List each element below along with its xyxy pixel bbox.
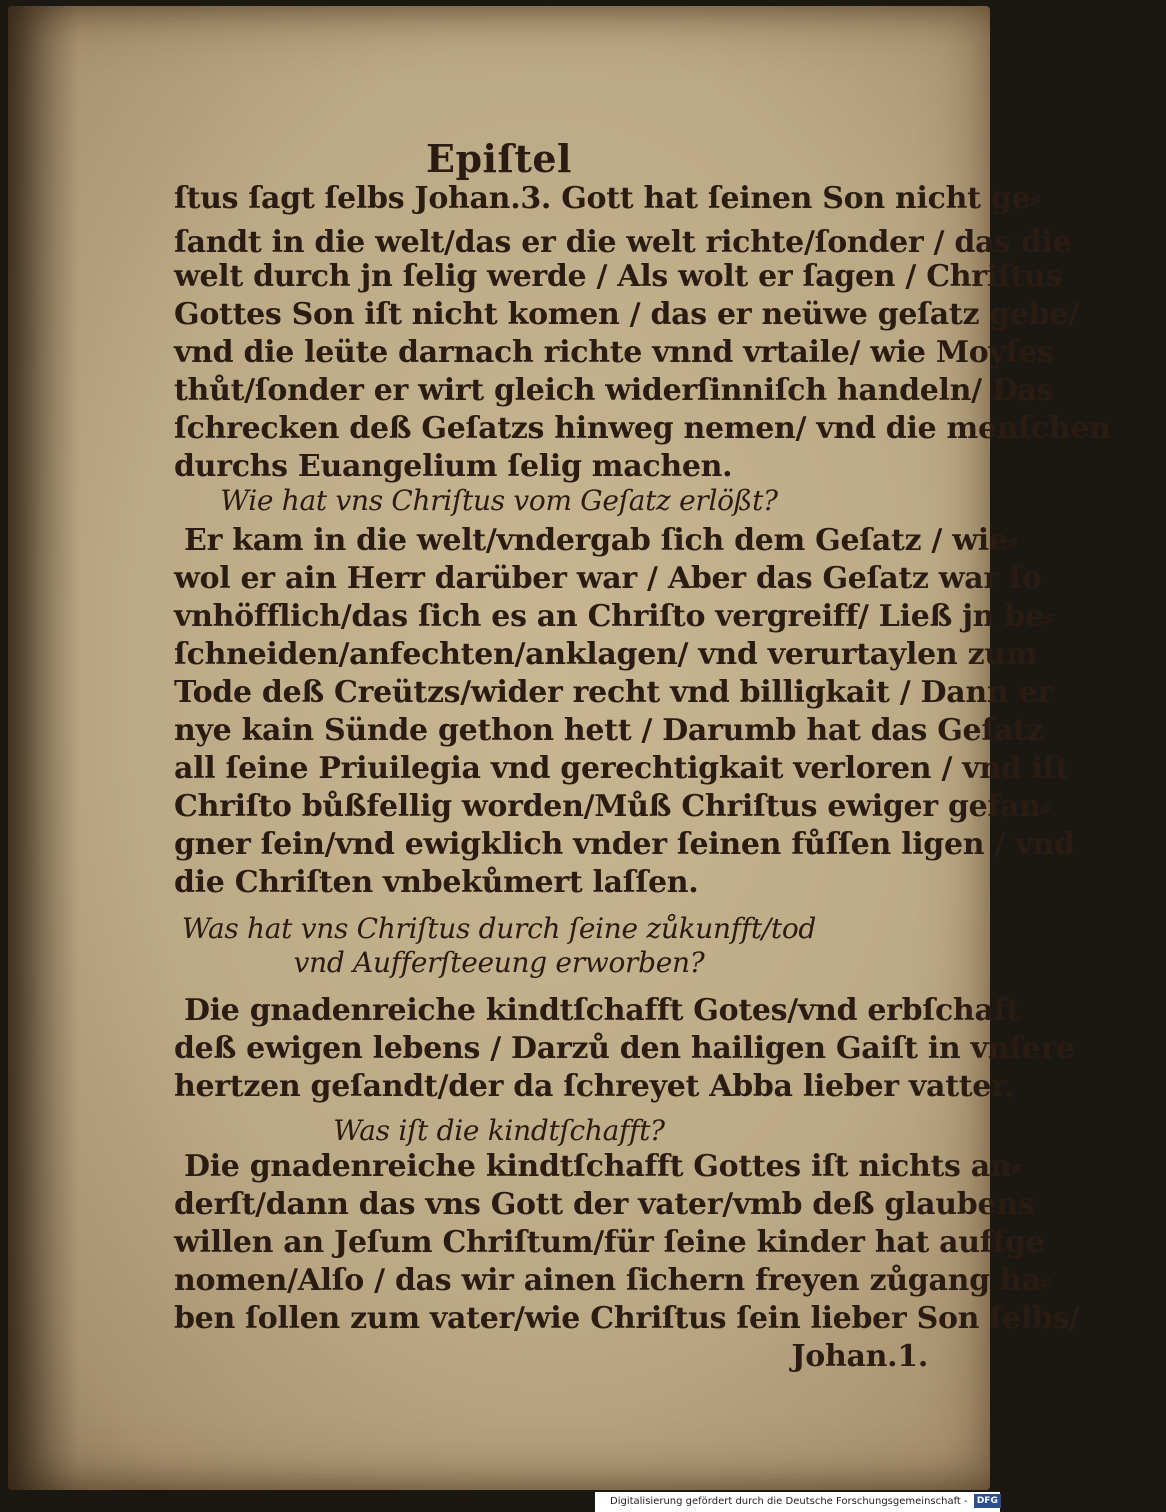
text-line: ſtus ſagt ſelbs Johan.3. Gott hat ſeinen Son nicht ge⸗ xyxy=(174,181,1040,216)
text-line: ſchrecken deß Geſatzs hinweg nemen/ vnd die menſchen xyxy=(174,411,1111,446)
text-line: nye kain Sünde gethon hett / Darumb hat das Geſatz xyxy=(174,713,1044,748)
text-line: Tode deß Creützs/wider recht vnd billigkait / Dann er xyxy=(174,675,1053,710)
question-heading: Was iſt die kindtſchafft? xyxy=(333,1114,665,1147)
text-line: ſandt in die welt/das er die welt richte/ſonder / das die xyxy=(174,225,1072,260)
text-line: die Chriſten vnbekůmert laſſen. xyxy=(174,865,699,900)
text-line: Chriſto bůßfellig worden/Můß Chriſtus ewiger gefan⸗ xyxy=(174,789,1051,824)
text-line: deß ewigen lebens / Darzů den hailigen Gaiſt in vnſere xyxy=(174,1031,1075,1066)
credit-text: Digitalisierung gefördert durch die Deutsche Forschungsgemeinschaft - xyxy=(610,1496,968,1507)
text-line: nomen/Alſo / das wir ainen ſichern freyen zůgang ha⸗ xyxy=(174,1263,1051,1298)
text-line: derſt/dann das vns Gott der vater/vmb deß glaubens xyxy=(174,1187,1035,1222)
question-heading: vnd Aufferſteeung erworben? xyxy=(293,946,705,979)
text-line: thůt/ſonder er wirt gleich widerſinniſch handeln/ Das xyxy=(174,373,1054,408)
text-line: durchs Euangelium ſelig machen. xyxy=(174,449,733,484)
page-gutter-shadow xyxy=(8,6,78,1490)
text-line: Er kam in die welt/vndergab ſich dem Geſatz / wie⸗ xyxy=(184,523,1018,558)
text-line: hertzen geſandt/der da ſchreyet Abba lieber vatter. xyxy=(174,1069,1014,1104)
text-line: vnd die leüte darnach richte vnnd vrtaile/ wie Moyſes xyxy=(174,335,1054,370)
question-heading: Wie hat vns Chriſtus vom Geſatz erlößt? xyxy=(220,484,778,517)
text-line: Gottes Son iſt nicht komen / das er neüwe geſatz gebe/ xyxy=(174,297,1079,332)
text-line: ben ſollen zum vater/wie Chriſtus ſein lieber Son ſelbs/ xyxy=(174,1301,1080,1336)
text-line: gner ſein/vnd ewigklich vnder ſeinen fůſſen ligen / vnd xyxy=(174,827,1075,862)
dfg-logo: DFG xyxy=(974,1494,1001,1508)
text-line: ſchneiden/anfechten/anklagen/ vnd verurtaylen zum xyxy=(174,637,1038,672)
digitization-credit xyxy=(595,1492,1000,1512)
text-line: Die gnadenreiche kindtſchafft Gottes iſt nichts an⸗ xyxy=(184,1149,1022,1184)
catchword: Johan.1. xyxy=(791,1339,928,1374)
text-line: willen an Jeſum Chriſtum/für ſeine kinder hat auffge xyxy=(174,1225,1045,1260)
text-line: wol er ain Herr darüber war / Aber das Geſatz war ſo xyxy=(174,561,1042,596)
text-line: vnhöfflich/das ſich es an Chriſto vergreiff/ Ließ jn be⸗ xyxy=(174,599,1054,634)
book-page xyxy=(8,6,1111,1490)
text-line: welt durch jn ſelig werde / Als wolt er ſagen / Chriſtus xyxy=(174,259,1063,294)
text-line: all ſeine Priuilegia vnd gerechtigkait verloren / vnd iſt xyxy=(174,751,1069,786)
running-header: Epiſtel xyxy=(426,136,572,181)
text-line: Die gnadenreiche kindtſchafft Gotes/vnd erbſchaft xyxy=(184,993,1020,1028)
question-heading: Was hat vns Chriſtus durch ſeine zůkunfft/tod xyxy=(181,912,817,945)
